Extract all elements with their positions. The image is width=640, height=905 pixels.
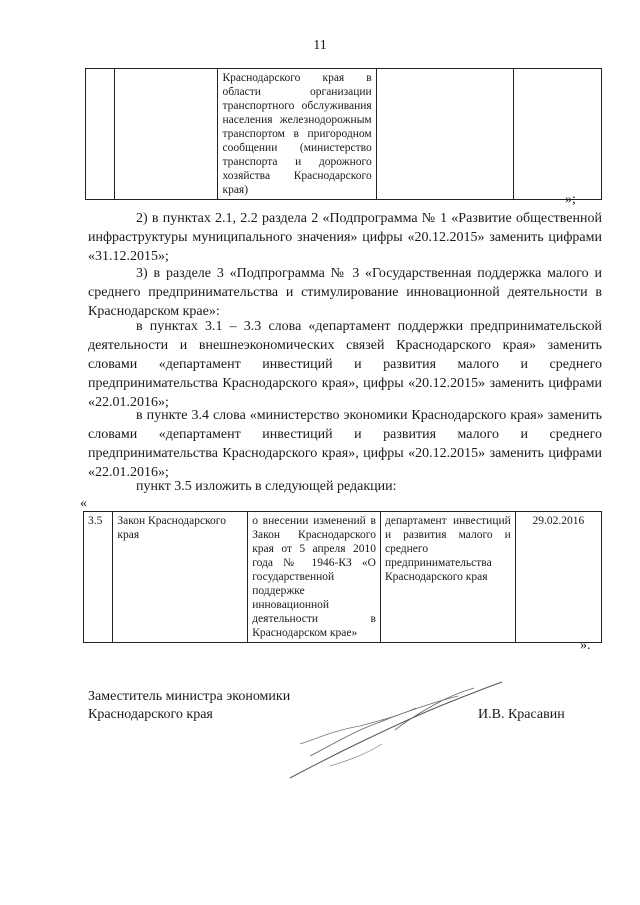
top-table-fragment [85,68,602,200]
handwritten-signature [270,670,520,790]
point-3-5-table [83,511,602,643]
law-description: о внесении изменений в Закон Краснодарского края от 5 апреля 2010 года № 1946-КЗ «О государственной поддержке инновационной деятельности в Краснодарском крае» [248,512,381,643]
table-cell-empty [114,69,218,200]
signatory-name: И.В. Красавин [478,707,565,722]
paragraph-item-2: 2) в пунктах 2.1, 2.2 раздела 2 «Подпрограмма № 1 «Развитие общественной инфраструктуры муниципального значения» цифры «20.12.2015» заменить цифрами «31.12.2015»; [88,211,602,264]
paragraph-point-3-5: пункт 3.5 изложить в следующей редакции: [136,479,397,494]
responsible-department: департамент инвестиций и развития малого и среднего предпринимательства Краснодарского края [380,512,515,643]
table-cell-empty [376,69,513,200]
signatory-title-line2: Краснодарского края [88,707,213,722]
signatory-title [88,688,290,724]
closing-quote: »; [565,192,576,207]
table-cell-empty [514,69,602,200]
page-number: 11 [313,38,327,53]
opening-quote: « [80,496,87,511]
row-number: 3.5 [84,512,113,643]
signatory-title-line1: Заместитель министра экономики [88,689,291,704]
law-title: Закон Краснодарского края [113,512,248,643]
paragraph-item-3: 3) в разделе 3 «Подпрограмма № 3 «Государственная поддержка малого и среднего предпринимательства и стимулирование инновационной деятельности в Краснодарском крае»: [88,266,602,319]
table-cell-text: Краснодарского края в области организации транспортного обслуживания населения железнодорожным транспортом в пригородном сообщении (министерство транспорта и дорожного хозяйства Краснодарского края) [218,69,376,200]
closing-quote-2: ». [580,638,591,653]
paragraph-points-3-1-3-3: в пунктах 3.1 – 3.3 слова «департамент поддержки предпринимательской деятельности и внешнеэкономических связей Краснодарского края» заменить словами «департамент инвестиций и развития малого и среднего предпринимательства Краснодарского края», цифры «20.12.2015» заменить цифрами «22.01.2016»; [88,319,602,410]
deadline-date: 29.02.2016 [515,512,601,643]
table-cell-empty [86,69,115,200]
paragraph-point-3-4: в пункте 3.4 слова «министерство экономики Краснодарского края» заменить словами «департамент инвестиций и развития малого и среднего предпринимательства Краснодарского края», цифры «20.12.2015» заменить цифрами «22.01.2016»; [88,408,602,480]
